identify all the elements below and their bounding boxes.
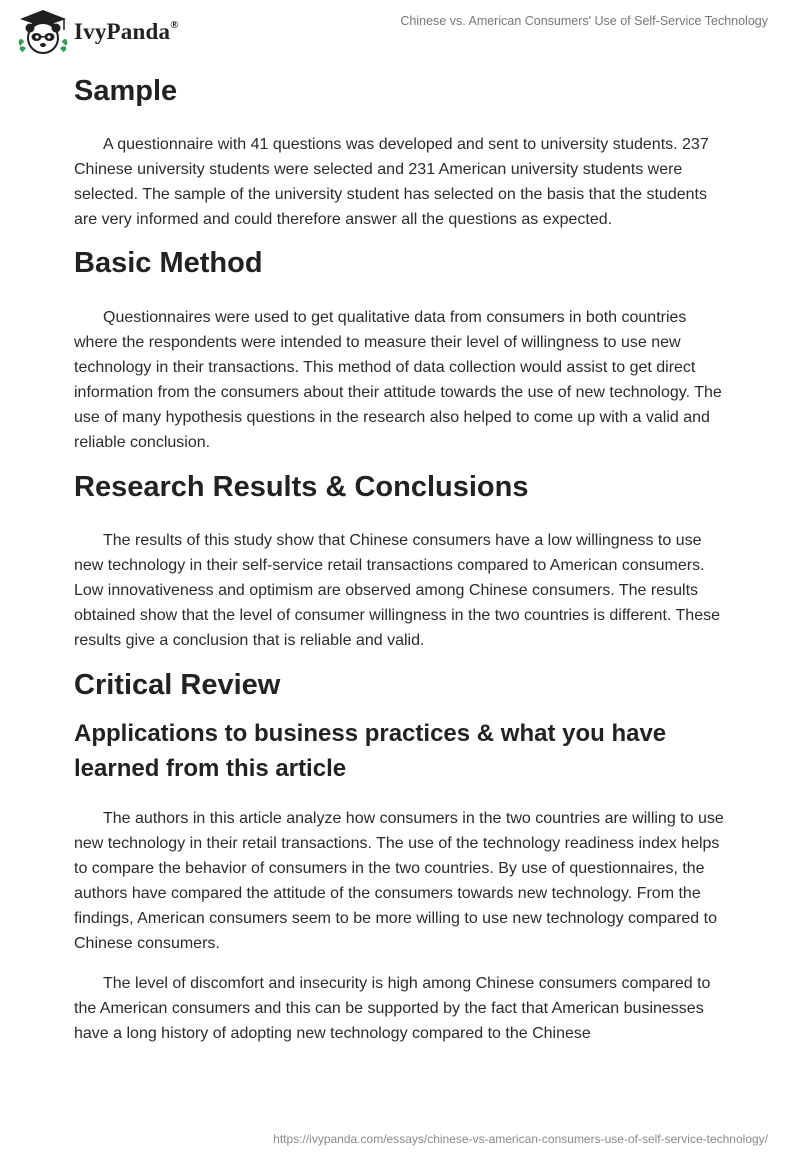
subsection-heading-applications: Applications to business practices & what you have learned from this article [74,720,667,782]
brand-name: IvyPanda® [74,19,179,44]
paragraph: Questionnaires were used to get qualitative data from consumers in both countries where the respondents were intended to measure their level of willingness to use new technology in their transactions. This method of data collection would assist to get direct information from the consumers about their attitude towards the use of new technology. The use of many hypothesis questions in the research also helped to come up with a valid and reliable conclusion. [74,309,722,451]
source-url[interactable]: https://ivypanda.com/essays/chinese-vs-american-consumers-use-of-self-service-technology/ [273,1132,768,1146]
section-heading-critical-review: Critical Review [74,669,281,701]
logo[interactable] [14,6,179,58]
section-heading-sample: Sample [74,75,178,107]
section-heading-research-results: Research Results & Conclusions [74,471,529,503]
panda-logo-icon [14,6,72,58]
page-header [0,0,800,60]
section-heading-basic-method: Basic Method [74,247,263,279]
essay-content [74,70,726,1046]
document-title: Chinese vs. American Consumers' Use of Self-Service Technology [400,14,768,28]
paragraph: The level of discomfort and insecurity is high among Chinese consumers compared to the American consumers and this can be supported by the fact that American businesses have a long history of adopting new technology compared to the Chinese [74,975,711,1042]
paragraph: The authors in this article analyze how consumers in the two countries are willing to use new technology in their retail transactions. The use of the technology readiness index helps to compare the behavior of consumers in the two countries. By use of questionnaires, the authors have compared the attitude of the consumers towards new technology. From the findings, American consumers seem to be more willing to use new technology compared to Chinese consumers. [74,810,724,952]
paragraph: The results of this study show that Chinese consumers have a low willingness to use new technology in their self-service retail transactions compared to American consumers. Low innovativeness and optimism are observed among Chinese consumers. The results obtained show that the level of consumer willingness in the two countries is different. These results give a conclusion that is reliable and valid. [74,532,720,649]
paragraph: A questionnaire with 41 questions was developed and sent to university students. 237 Chinese university students were selected and 231 American university students were selected. The sample of the university student has selected on the basis that the students are very informed and could therefore answer all the questions as expected. [74,136,709,228]
